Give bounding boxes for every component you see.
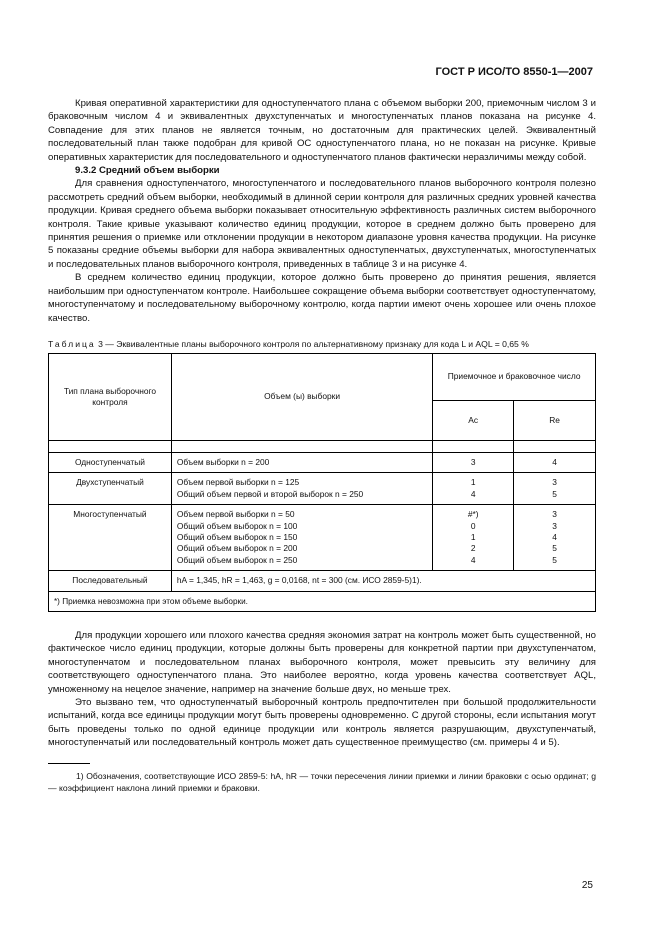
ac-cell [433,505,514,571]
ac-cell [433,473,514,505]
bottom-section [48,629,596,750]
table-caption-label: Таблица [48,338,96,349]
ac-value: 0 [470,520,476,531]
table-row [49,505,596,571]
re-cell [514,452,596,472]
table-caption-text: 3 — Эквивалентные планы выборочного контроля по альтернативному признаку для кода L и AQL = 0,65 % [98,338,529,349]
sample-line: Общий объем выборок n = 250 [176,554,298,565]
sample-cell [171,452,432,472]
ac-value: 4 [470,488,476,499]
column-header-re: Re [514,401,596,441]
ac-value: #*) [467,509,479,520]
ac-value: 4 [470,554,476,565]
page-content [48,97,596,794]
column-header-type: Тип плана выборочного контроля [49,353,172,440]
paragraph: Кривая оперативной характеристики для одноступенчатого плана с объемом выборки 200, приемочным числом 3 и браковочным числом 4 и эквивалентных двухступенчатых и многоступенчатых планов показана на рисунке 4. Совпадение для этих планов не является точным, но достаточным для практических целей. Эквивалентный последовательный план также подобран для кривой ОС одноступенчатого плана, но не показан на рисунке. Кривые оперативных характеристик для последовательного и одноступенчатого планов фактически неразличимы между собой. [48,98,596,163]
plan-type-cell: Двухступенчатый [49,473,172,505]
table-row [49,571,596,591]
sample-line: Общий объем первой и второй выборок n = 250 [176,488,364,499]
plan-type-cell: Одноступенчатый [49,452,172,472]
table-row [49,452,596,472]
sample-line: Объем первой выборки n = 125 [176,477,300,488]
paragraph: Это вызвано тем, что одноступенчатый выборочный контроль предпочтителен при большой продолжительности испытаний, когда все единицы продукции могут быть проверены одновременно. С другой стороны, если испытания могут быть проведены только по одной единице продукции или контроль является разрушающим, двухступенчатый, многоступенчатый или последовательный контроль может дать существенное преимущество (см. примеры 4 и 5). [48,697,596,749]
re-value: 5 [552,543,557,554]
table-footnote: *) Приемка невозможна при этом объеме выборки. [49,591,596,611]
sequential-params-cell: hA = 1,345, hR = 1,463, g = 0,0168, nt = 300 (см. ИСО 2859-5)1). [171,571,595,591]
re-value: 4 [552,531,557,542]
ac-value: 2 [470,543,476,554]
paragraph: Для продукции хорошего или плохого качества средняя экономия затрат на контроль может быть существенной, но фактическое число единиц продукции, которые должны быть проверены для конкретной партии при двухступенчатом, многоступенчатом и последовательном планах выборочного контроля, может превысить эту величину для соответствующего одноступенчатого плана. Это наиболее вероятно, когда уровень качества соответствует AQL, умноженному на нецелое значение, например на значение больше двух, но меньше трех. [48,629,596,695]
ac-value: 1 [470,531,476,542]
column-header-numbers: Приемочное и браковочное число [433,353,596,400]
table-row [49,473,596,505]
page-footnote: 1) Обозначения, соответствующие ИСО 2859-5: hA, hR — точки пересечения линии приемки и линии браковки с осью ординат; g — коэффициент наклона линий приемки и браковки. [48,770,596,793]
document-header: ГОСТ Р ИСО/ТО 8550-1—2007 [435,66,593,78]
table-caption [48,339,596,350]
re-value: 3 [552,477,557,488]
column-header-sample: Объем (ы) выборки [171,353,432,440]
sample-cell [171,505,432,571]
page-number: 25 [581,880,593,891]
plan-type-cell: Последовательный [49,571,172,591]
paragraph: В среднем количество единиц продукции, которое должно быть проверено до принятия решения, является наибольшим при одноступенчатом контроле. Наибольшее сокращение объема выборки соответствует одноступенчатому, многоступенчатому и последовательному выборочному контролю, когда партии имеют очень хорошее или очень плохое качество. [48,272,596,324]
sample-line: Общий объем выборок n = 100 [176,520,298,531]
equivalent-plans-table [48,353,596,612]
re-cell [514,505,596,571]
ac-value: 1 [470,477,476,488]
sample-line: Общий объем выборок n = 200 [176,543,298,554]
re-value: 4 [552,456,557,467]
column-header-ac: Ас [433,401,514,441]
sample-line: Объем первой выборки n = 50 [176,509,295,520]
paragraph: Для сравнения одноступенчатого, многоступенчатого и последовательного планов выборочного контроля полезно рассмотреть средний объем выборки, необходимый в длинной серии контроля для различных средних уровней качества продукции. Кривая среднего объема выборки показывает относительную эффективность различных систем выборочного контроля. Такие кривые указывают количество единиц продукции, которое в среднем должно быть проверено для принятия решения о приемке или отклонении продукции в некотором диапазоне уровня качества продукции. На рисунке 5 показаны средние объемы выборки для набора эквивалентных одноступенчатых, двухступенчатых, многоступенчатых и последовательных планов выборочного контроля, приведенных в таблице 3 и на рисунке 4. [48,178,596,270]
re-value: 5 [552,554,557,565]
footnote-separator [48,763,90,764]
table-footnote-row [49,591,596,611]
re-value: 3 [552,520,557,531]
re-value: 5 [552,488,557,499]
plan-type-cell: Многоступенчатый [49,505,172,571]
section-heading: 9.3.2 Средний объем выборки [75,165,220,177]
re-value: 3 [552,509,557,520]
sample-line: Общий объем выборок n = 150 [176,531,298,542]
ac-value: 3 [470,456,476,467]
sample-line: Объем выборки n = 200 [176,456,270,467]
re-cell [514,473,596,505]
sample-cell [171,473,432,505]
ac-cell [433,452,514,472]
